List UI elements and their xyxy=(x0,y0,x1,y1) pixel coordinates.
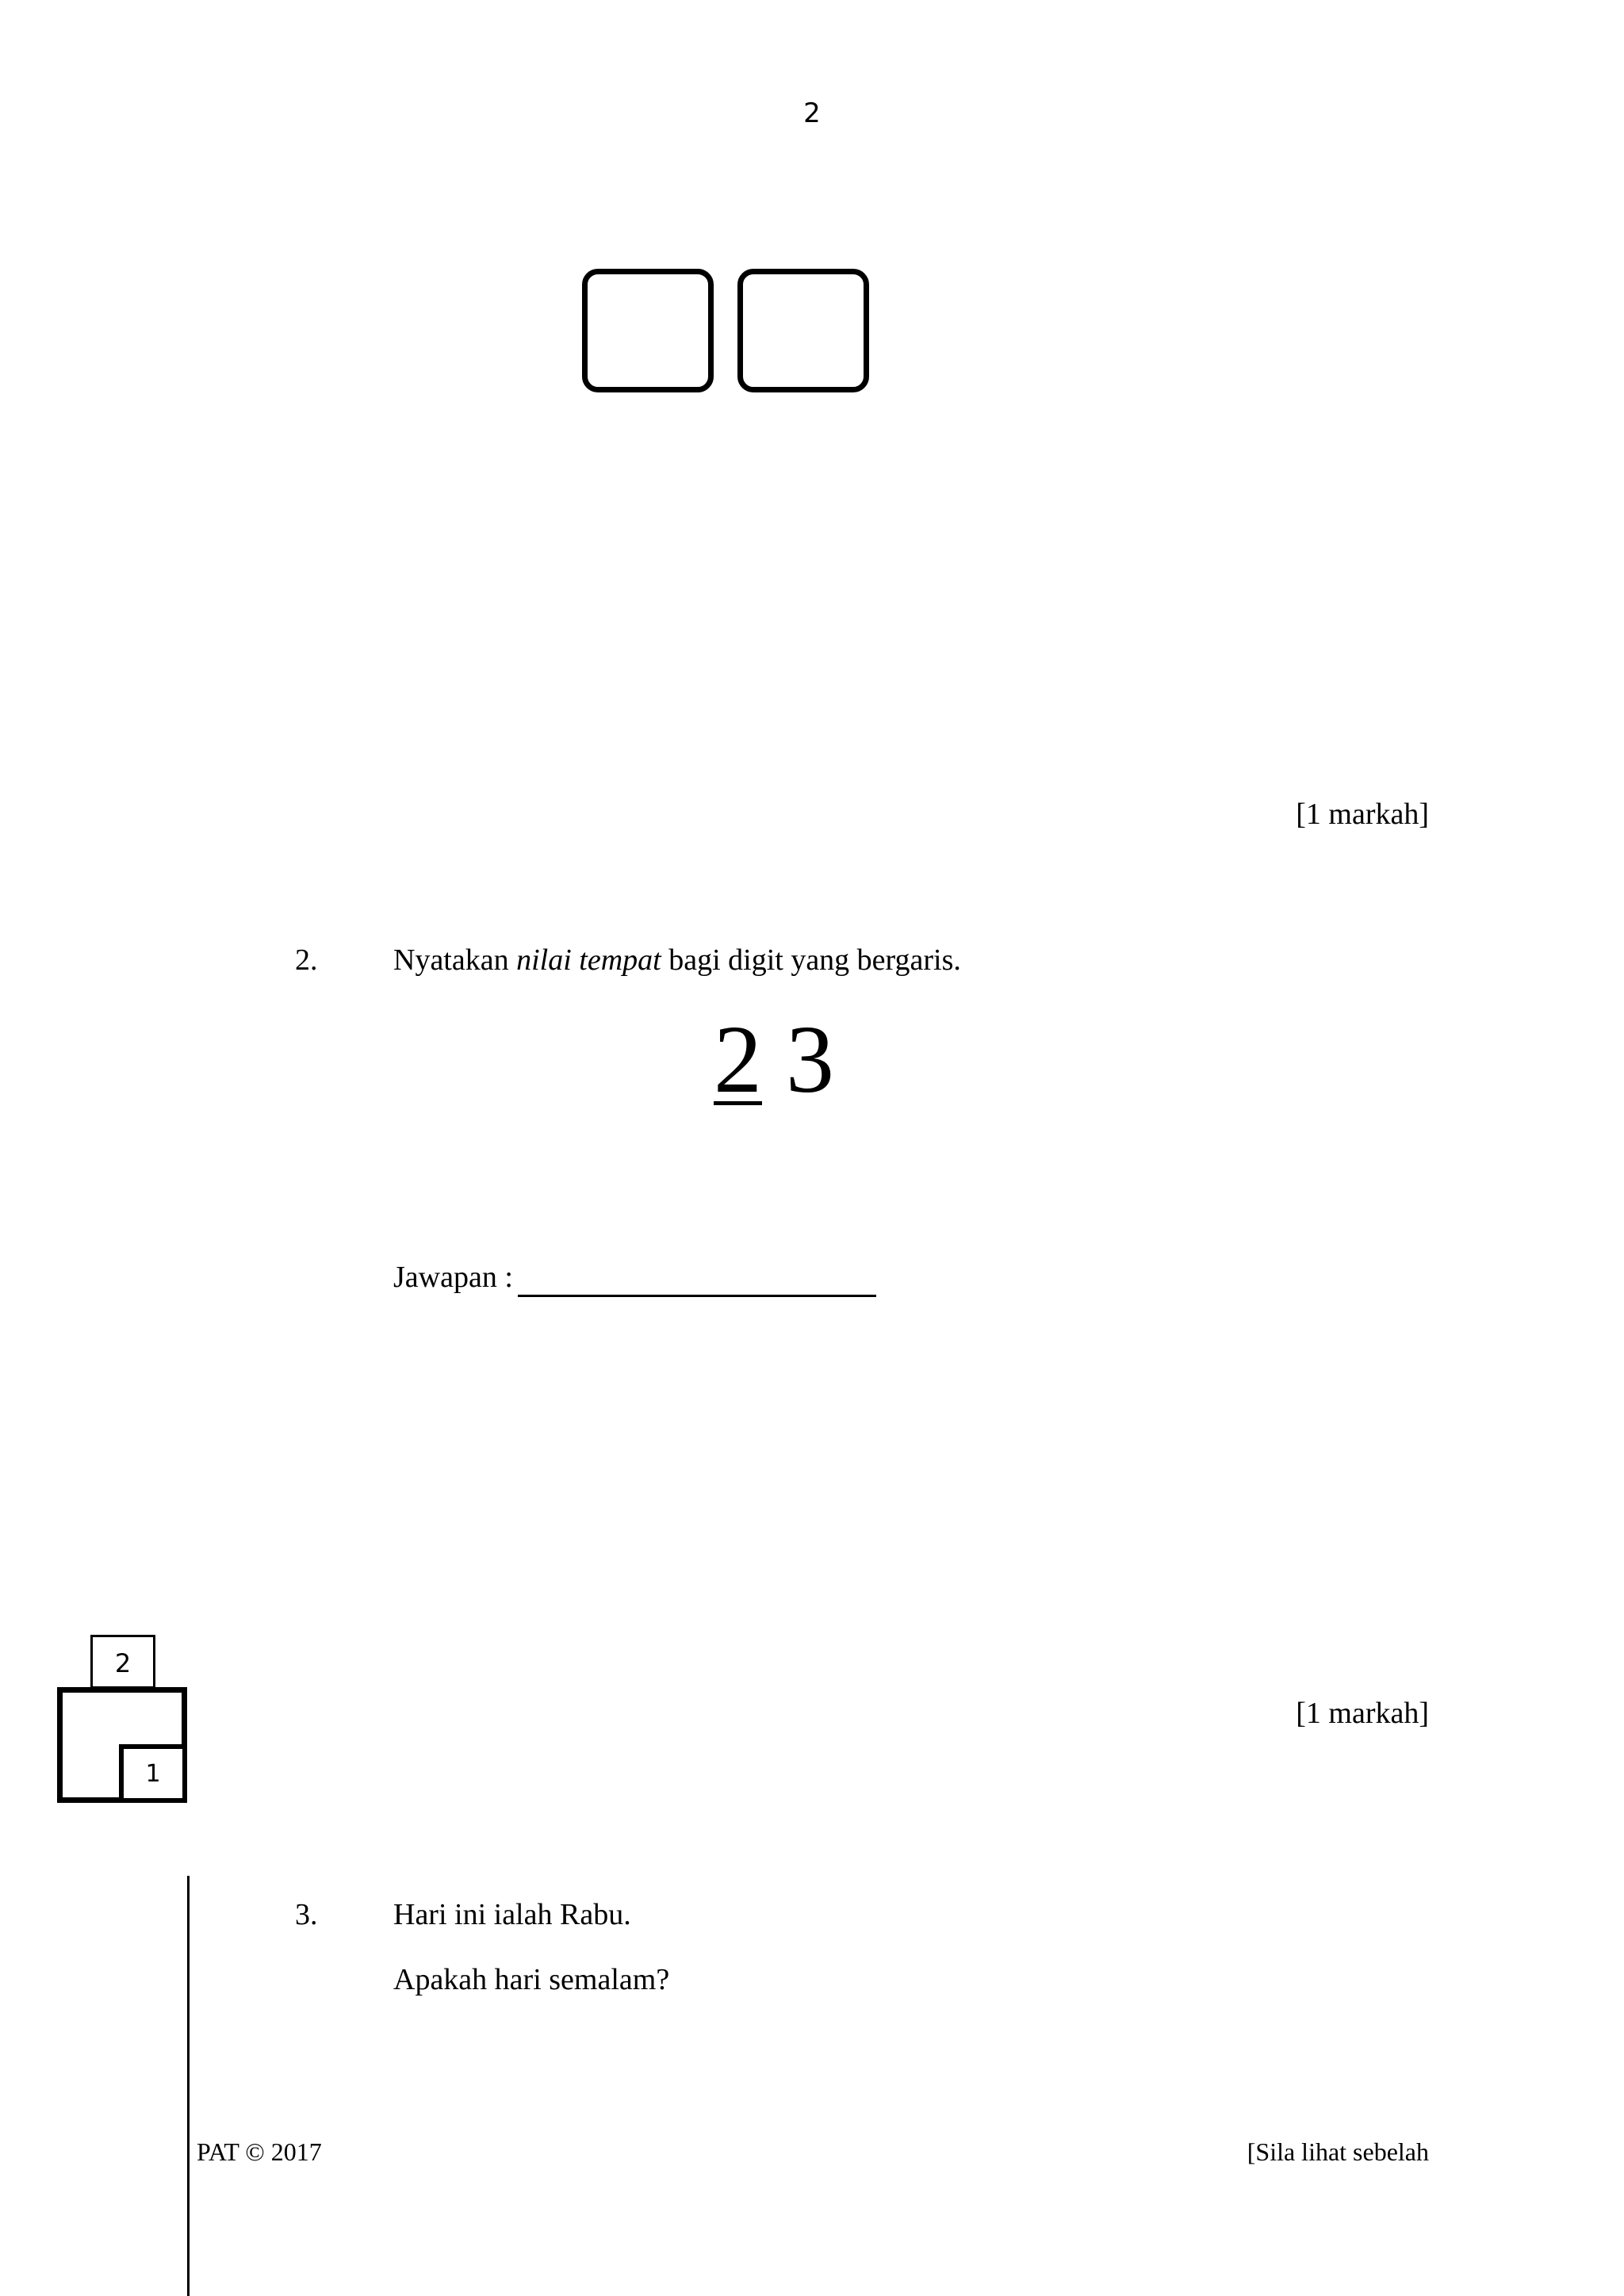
answer-label: Jawapan : xyxy=(393,1261,513,1294)
score-box-question-number: 2 xyxy=(90,1635,155,1689)
answer-box-ones[interactable] xyxy=(737,269,869,392)
plain-digit: 3 xyxy=(786,1006,834,1113)
answer-box-tens[interactable] xyxy=(582,269,714,392)
underlined-digit: 2 xyxy=(714,1006,762,1113)
question3-line2: Apakah hari semalam? xyxy=(393,1963,670,1996)
question2-prompt-prefix: Nyatakan xyxy=(393,943,517,977)
score-box-max-mark: 1 xyxy=(119,1744,187,1803)
question2-prompt-italic: nilai tempat xyxy=(516,943,661,977)
footer-continue-note: [Sila lihat sebelah xyxy=(1247,2137,1429,2166)
answer-line-field[interactable] xyxy=(518,1261,876,1297)
page-number: 2 xyxy=(803,98,821,129)
number-display xyxy=(714,1001,967,1119)
question2-number: 2. xyxy=(295,943,318,977)
margin-line xyxy=(187,1876,190,2296)
question2-marks: [1 markah] xyxy=(1296,1697,1429,1730)
question1-marks: [1 markah] xyxy=(1296,798,1429,831)
question2-prompt-suffix: bagi digit yang bergaris. xyxy=(661,943,961,977)
footer-copyright: PAT © 2017 xyxy=(197,2137,322,2166)
question2-answer-row xyxy=(393,1257,876,1297)
question2-prompt xyxy=(393,940,961,980)
question3-number: 3. xyxy=(295,1898,318,1931)
question3-line1: Hari ini ialah Rabu. xyxy=(393,1898,631,1931)
